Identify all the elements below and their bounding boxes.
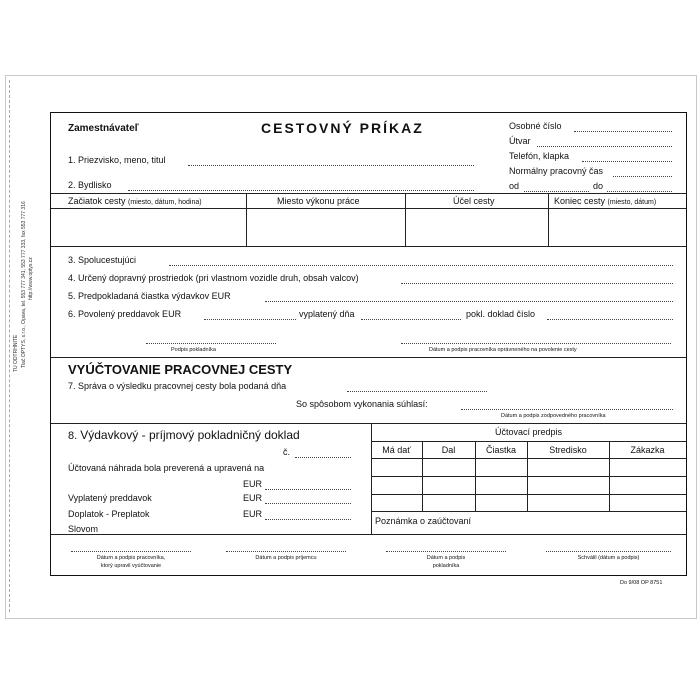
editor-signature-field[interactable] [71,551,191,552]
cashier-signature-field[interactable] [146,343,276,344]
cash-doc-field[interactable] [547,319,673,320]
responsible-signature-label: Dátum a podpis zodpovedného pracovníka [501,413,606,419]
paid-advance-field[interactable] [265,503,351,504]
printer-info: Tlač OPTYS, s.r.o., Opava, tel. 553 777 341, 553 777 333, fax 553 777 316 [21,201,27,368]
report-date-field[interactable] [347,391,487,392]
name-field[interactable] [188,165,474,166]
trip-start-cell[interactable] [51,209,245,245]
work-place-header: Miesto výkonu práce [277,196,360,206]
settlement-divider [51,357,686,358]
cashier-signature-label: Podpis pokladníka [171,347,216,353]
trip-end-cell[interactable] [549,209,686,245]
approver-signature-label: Dátum a podpis pracovníka oprávneného na povolenie cesty [429,347,577,353]
companions-label: 3. Spolucestujúci [68,255,137,265]
col-order: Zákazka [630,445,665,455]
form-code: Do 9/08 OP 8751 [620,580,663,586]
work-time-field[interactable] [613,176,672,177]
travel-order-form [50,112,687,576]
do-field[interactable] [607,191,672,192]
od-field[interactable] [524,191,589,192]
page-title: CESTOVNÝ PRÍKAZ [261,120,424,136]
approval-signature-label: Schválil (dátum a podpis) [577,555,640,561]
in-words-label: Slovom [68,524,99,534]
editor-signature-label-2: ktorý upravil vyúčtovanie [100,563,162,569]
editor-signature-label-1: Dátum a podpis pracovníka, [96,555,166,561]
cashier-footer-label-1: Dátum a podpis [426,555,466,561]
col-credit: Dal [441,445,456,455]
report-date-label: 7. Správa o výsledku pracovnej cesty bola podaná dňa [68,381,287,391]
trip-end-header: Koniec cesty (miesto, dátum) [554,196,657,206]
balance-label: Doplatok - Preplatok [68,509,150,519]
do-label: do [593,181,604,191]
posting-note-label: Poznámka o zaúčtovaní [375,516,472,526]
address-field[interactable] [128,190,474,191]
od-label: od [509,181,520,191]
advance-label: 6. Povolený preddavok EUR [68,309,182,319]
settlement-title: VYÚČTOVANIE PRACOVNEJ CESTY [68,362,293,377]
employer-label: Zamestnávateľ [68,123,139,134]
trip-start-header: Začiatok cesty (miesto, dátum, hodina) [68,196,202,206]
personal-no-field[interactable] [574,131,672,132]
work-place-cell[interactable] [247,209,404,245]
companions-field[interactable] [169,265,673,266]
personal-no-label: Osobné číslo [509,121,562,131]
address-label: 2. Bydlisko [68,180,112,190]
work-time-label: Normálny pracovný čas [509,166,604,176]
accounting-title: Účtovací predpis [494,427,563,437]
trip-table-bottom [51,246,686,247]
phone-field[interactable] [582,161,672,162]
paid-advance-label: Vyplatený preddavok [68,493,152,503]
unit-label: Útvar [509,136,531,146]
receipt-divider [51,423,686,424]
trip-table-top [51,193,686,194]
expected-cost-label: 5. Predpokladaná čiastka výdavkov EUR [68,291,231,301]
recipient-signature-field[interactable] [226,551,346,552]
unit-field[interactable] [537,146,672,147]
expected-cost-field[interactable] [265,301,673,302]
trip-purpose-cell[interactable] [406,209,547,245]
transport-field[interactable] [401,283,673,284]
reimbursement-label: Účtovaná náhrada bola preverená a upravená na [68,463,265,473]
perforation-line [9,80,10,612]
trip-purpose-header: Účel cesty [453,196,495,206]
phone-label: Telefón, klapka [509,151,570,161]
cash-doc-label: pokl. doklad číslo [466,309,536,319]
printer-web: http://www.optys.cz [28,257,34,300]
agree-label: So spôsobom vykonania súhlasí: [296,399,428,409]
cashier-footer-label-2: pokladníka [432,563,460,569]
cut-label: TU ODTRHNITE [13,334,19,372]
approver-signature-field[interactable] [401,343,671,344]
agree-signature-field[interactable] [461,409,673,410]
reimbursement-eur-label: EUR [243,479,263,489]
approval-signature-field[interactable] [546,551,671,552]
col-debit: Má dať [382,445,411,455]
receipt-no-field[interactable] [295,457,351,458]
receipt-title: 8. Výdavkový - príjmový pokladničný doklad [68,428,300,442]
col-amount: Čiastka [485,445,516,455]
paid-advance-eur-label: EUR [243,493,263,503]
receipt-no-label: č. [283,447,291,457]
name-label: 1. Priezvisko, meno, titul [68,155,166,165]
cashier-footer-signature-field[interactable] [386,551,506,552]
reimbursement-field[interactable] [265,489,351,490]
paid-date-field[interactable] [361,319,461,320]
col-cost-center: Stredisko [549,445,587,455]
advance-field[interactable] [204,319,296,320]
balance-eur-label: EUR [243,509,263,519]
recipient-signature-label: Dátum a podpis príjemcu [255,555,317,561]
transport-label: 4. Určený dopravný prostriedok (pri vlastnom vozidle druh, obsah valcov) [68,273,359,283]
balance-field[interactable] [265,519,351,520]
paid-date-label: vyplatený dňa [299,309,355,319]
